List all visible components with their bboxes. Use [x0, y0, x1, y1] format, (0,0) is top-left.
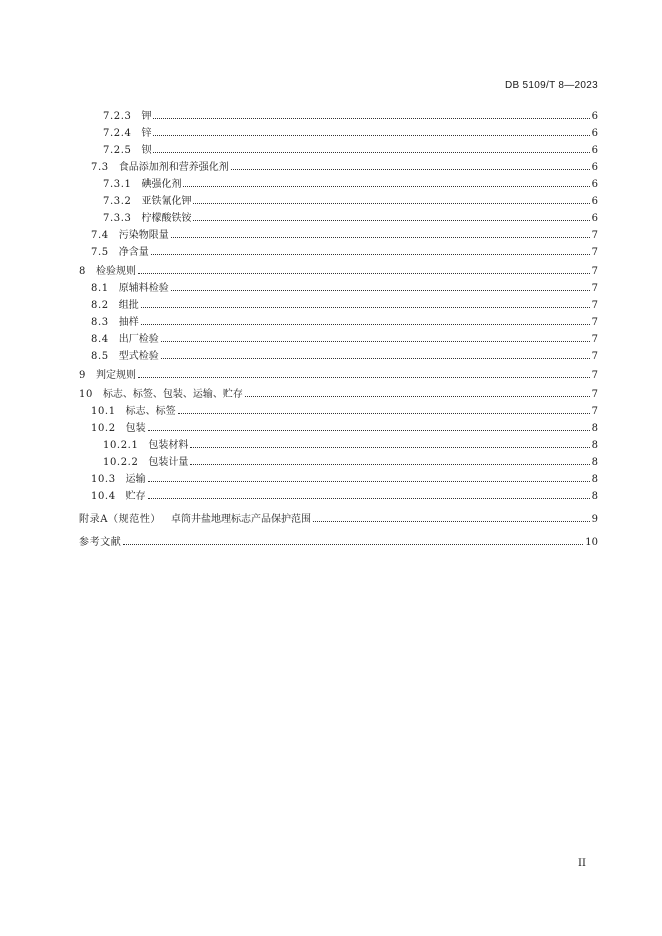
- toc-entry-title: 包装计量: [148, 457, 189, 468]
- toc-entry-title: 柠檬酸铁铵: [141, 213, 192, 224]
- toc-entry-page: 7: [591, 283, 598, 294]
- dot-leader: [148, 429, 590, 431]
- toc-entry-page: 9: [591, 514, 598, 525]
- toc-entry-number: 8.4: [91, 334, 109, 345]
- toc-entry[interactable]: [91, 299, 598, 313]
- toc-entry-number: 8.1: [91, 283, 109, 294]
- toc-entry-title: 卓筒井盐地理标志产品保护范围: [171, 514, 312, 525]
- dot-leader: [245, 395, 590, 397]
- toc-entry-title: 组批: [118, 300, 139, 311]
- dot-leader: [161, 340, 590, 342]
- toc-entry-number: 8.2: [91, 300, 109, 311]
- toc-entry[interactable]: [91, 473, 598, 487]
- toc-entry[interactable]: [91, 333, 598, 347]
- toc-entry-page: 6: [591, 162, 598, 173]
- toc-entry[interactable]: [91, 161, 598, 175]
- dot-leader: [153, 134, 589, 136]
- toc-entry-page: 7: [591, 370, 598, 381]
- toc-entry-number: 9: [79, 370, 86, 381]
- toc-entry-number: 7.5: [91, 247, 109, 258]
- toc-entry-number: 10: [79, 389, 93, 400]
- toc-entry[interactable]: [91, 405, 598, 419]
- toc-entry-title: 出厂检验: [118, 334, 159, 345]
- toc-entry-number: 10.2.1: [103, 440, 139, 451]
- dot-leader: [231, 168, 590, 170]
- dot-leader: [153, 151, 589, 153]
- toc-entry[interactable]: [103, 178, 598, 192]
- toc-entry[interactable]: [103, 212, 598, 226]
- dot-leader: [161, 357, 590, 359]
- toc-entry[interactable]: [103, 439, 598, 453]
- toc-entry-number: 8.5: [91, 351, 109, 362]
- toc-entry[interactable]: [103, 127, 598, 141]
- toc-entry-title: 运输: [125, 474, 146, 485]
- toc-entry-page: 7: [591, 334, 598, 345]
- toc-entry[interactable]: [91, 246, 598, 260]
- dot-leader: [193, 202, 589, 204]
- toc-entry-title: 钡: [141, 145, 152, 156]
- toc-entry-page: 8: [591, 491, 598, 502]
- toc-entry-title: 污染物限量: [118, 230, 169, 241]
- toc-entry-page: 6: [591, 145, 598, 156]
- toc-entry-number: 7.2.5: [103, 145, 132, 156]
- toc-entry[interactable]: [91, 229, 598, 243]
- toc-entry-title: 判定规则: [95, 370, 136, 381]
- dot-leader: [148, 497, 590, 499]
- toc-entry-title: 检验规则: [95, 266, 136, 277]
- toc-entry-page: 6: [591, 111, 598, 122]
- toc-entry-number: 10.1: [91, 406, 116, 417]
- toc-entry[interactable]: [91, 422, 598, 436]
- toc-entry[interactable]: [103, 195, 598, 209]
- toc-entry-page: 6: [591, 213, 598, 224]
- dot-leader: [190, 463, 589, 465]
- toc-entry-page: 7: [591, 300, 598, 311]
- toc-entry-number: 7.2.3: [103, 111, 132, 122]
- toc-entry-title: 标志、标签、包装、运输、贮存: [102, 389, 243, 400]
- toc-entry-number: 7.3.1: [103, 179, 132, 190]
- dot-leader: [313, 520, 590, 522]
- dot-leader: [151, 253, 590, 255]
- toc-entry-title: 锌: [141, 128, 152, 139]
- toc-entry[interactable]: [103, 456, 598, 470]
- toc-entry-title: 原辅料检验: [118, 283, 169, 294]
- toc-entry-number: 10.3: [91, 474, 116, 485]
- dot-leader: [193, 219, 589, 221]
- toc-entry[interactable]: [103, 144, 598, 158]
- toc-entry-page: 7: [591, 406, 598, 417]
- page-number: II: [578, 858, 586, 869]
- toc-entry-page: 7: [591, 317, 598, 328]
- toc-entry-page: 10: [585, 537, 598, 548]
- toc-entry-number: 7.3.3: [103, 213, 132, 224]
- toc-entry[interactable]: [79, 388, 598, 402]
- dot-leader: [171, 289, 590, 291]
- toc-entry-title: 亚铁氰化钾: [141, 196, 192, 207]
- toc-entry-title: 碘强化剂: [141, 179, 182, 190]
- toc-entry-title: 贮存: [125, 491, 146, 502]
- toc-entry-page: 7: [591, 389, 598, 400]
- dot-leader: [141, 323, 590, 325]
- toc-entry-title: 标志、标签: [125, 406, 176, 417]
- toc-entry-title: 包装材料: [148, 440, 189, 451]
- toc-entry[interactable]: [91, 490, 598, 504]
- toc-entry-page: 6: [591, 196, 598, 207]
- toc-entry-title: 钾: [141, 111, 152, 122]
- dot-leader: [141, 306, 590, 308]
- dot-leader: [148, 480, 590, 482]
- toc-entry[interactable]: [91, 316, 598, 330]
- dot-leader: [138, 376, 590, 378]
- toc-entry-number: 7.4: [91, 230, 109, 241]
- dot-leader: [153, 117, 589, 119]
- dot-leader: [123, 543, 583, 545]
- toc-entry-number: 10.2.2: [103, 457, 139, 468]
- dot-leader: [183, 185, 589, 187]
- toc-entry[interactable]: [79, 265, 598, 279]
- toc-entry[interactable]: [79, 513, 598, 527]
- toc-entry[interactable]: [91, 282, 598, 296]
- toc-entry-title: 型式检验: [118, 351, 159, 362]
- toc-entry[interactable]: [79, 369, 598, 383]
- toc-entry-number: 10.4: [91, 491, 116, 502]
- toc-entry-number: 附录A（规范性）: [79, 514, 162, 525]
- document-code: DB 5109/T 8—2023: [504, 80, 598, 91]
- toc-entry-number: 7.3: [91, 162, 109, 173]
- toc-entry-page: 7: [591, 230, 598, 241]
- toc-entry-page: 7: [591, 247, 598, 258]
- toc-entry-number: 8.3: [91, 317, 109, 328]
- dot-leader: [190, 446, 589, 448]
- toc-entry-number: 7.2.4: [103, 128, 132, 139]
- toc-entry[interactable]: [91, 350, 598, 364]
- toc-entry-page: 8: [591, 474, 598, 485]
- toc-entry-page: 7: [591, 351, 598, 362]
- dot-leader: [178, 412, 590, 414]
- toc-entry-page: 6: [591, 179, 598, 190]
- toc-entry-title: 净含量: [118, 247, 149, 258]
- toc-entry-number: 8: [79, 266, 86, 277]
- toc-entry-number: 参考文献: [79, 537, 122, 548]
- toc-entry[interactable]: [79, 536, 598, 550]
- toc-entry-title: 包装: [125, 423, 146, 434]
- toc-entry-page: 6: [591, 128, 598, 139]
- toc-entry-number: 7.3.2: [103, 196, 132, 207]
- toc-entry-page: 8: [591, 423, 598, 434]
- toc-entry-title: 食品添加剂和营养强化剂: [118, 162, 229, 173]
- dot-leader: [138, 272, 590, 274]
- toc-entry-page: 7: [591, 266, 598, 277]
- toc-entry-title: 抽样: [118, 317, 139, 328]
- toc-entry[interactable]: [103, 110, 598, 124]
- dot-leader: [171, 236, 590, 238]
- toc-entry-page: 8: [591, 440, 598, 451]
- toc-entry-number: 10.2: [91, 423, 116, 434]
- toc-entry-page: 8: [591, 457, 598, 468]
